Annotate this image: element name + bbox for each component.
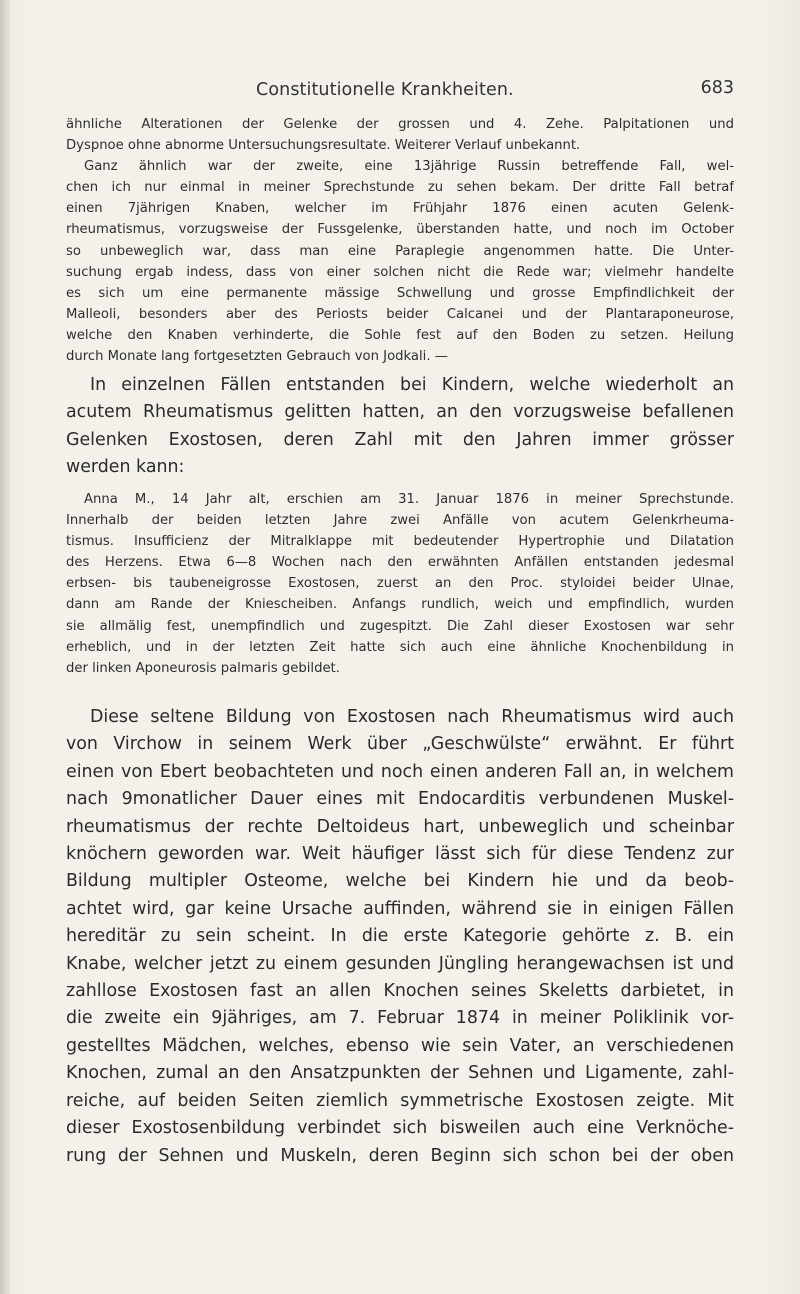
case-report-paragraph <box>66 114 734 367</box>
text-line: Anna M., 14 Jahr alt, erschien am 31. Januar 1876 in meiner Sprechstunde. <box>84 492 734 507</box>
case-report-paragraph <box>66 489 734 679</box>
text-line: welche den Knaben verhinderte, die Sohle fest auf den Boden zu setzen. Heilung <box>66 327 734 343</box>
text-line: von Virchow in seinem Werk über „Geschwülste“ erwähnt. Er führt <box>66 734 734 755</box>
text-line: durch Monate lang fortgesetzten Gebrauch von Jodkali. — <box>66 349 448 365</box>
text-line: gestelltes Mädchen, welches, ebenso wie sein Vater, an verschiedenen <box>66 1035 734 1056</box>
text-line: reiche, auf beiden Seiten ziemlich symmetrische Exostosen zeigte. Mit <box>66 1090 734 1111</box>
text-line: einen von Ebert beobachteten und noch einen anderen Fall an, in welchem <box>66 761 734 782</box>
text-line: In einzelnen Fällen entstanden bei Kindern, welche wiederholt an <box>90 375 734 395</box>
text-line: es sich um eine permanente mässige Schwellung und grosse Empfindlichkeit der <box>66 285 734 301</box>
running-title: Constitutionelle Krankheiten. <box>256 80 514 100</box>
text-line: der linken Aponeurosis palmaris gebildet. <box>66 660 340 676</box>
text-line: achtet wird, gar keine Ursache auffinden, während sie in einigen Fällen <box>66 898 734 919</box>
text-line: suchung ergab indess, dass von einer solchen nicht die Rede war; vielmehr handelte <box>66 264 734 280</box>
text-line: knöchern geworden war. Weit häufiger lässt sich für diese Tendenz zur <box>66 844 734 865</box>
text-line: erbsen- bis taubeneigrosse Exostosen, zuerst an den Proc. styloidei beider Ulnae, <box>66 576 734 592</box>
page-number: 683 <box>700 78 734 98</box>
text-line: dieser Exostosenbildung verbindet sich bisweilen auch eine Verknöche- <box>66 1118 734 1139</box>
text-line: rheumatismus der rechte Deltoideus hart, unbeweglich und scheinbar <box>66 816 734 837</box>
text-line: Bildung multipler Osteome, welche bei Kindern hie und da beob- <box>66 871 734 892</box>
text-line: Knochen, zumal an den Ansatzpunkten der Sehnen und Ligamente, zahl- <box>66 1063 734 1084</box>
text-line: Diese seltene Bildung von Exostosen nach Rheumatismus wird auch <box>90 707 734 727</box>
text-line: einen 7jährigen Knaben, welcher im Frühjahr 1876 einen acuten Gelenk- <box>66 201 734 217</box>
page-binding-edge <box>0 0 10 1294</box>
text-line: hereditär zu sein scheint. In die erste Kategorie gehörte z. B. ein <box>66 926 734 947</box>
body-paragraph <box>66 704 734 1170</box>
text-line: tismus. Insufficienz der Mitralklappe mit bedeutender Hypertrophie und Dilatation <box>66 534 734 550</box>
text-line: erheblich, und in der letzten Zeit hatte sich auch eine ähnliche Knochenbildung in <box>66 639 734 655</box>
text-line: so unbeweglich war, dass man eine Paraplegie angenommen hatte. Die Unter- <box>66 243 734 259</box>
text-line: ähnliche Alterationen der Gelenke der grossen und 4. Zehe. Palpitationen und <box>66 117 734 132</box>
text-line: rung der Sehnen und Muskeln, deren Beginn sich schon bei der oben <box>66 1145 734 1166</box>
text-line: des Herzens. Etwa 6—8 Wochen nach den erwähnten Anfällen entstanden jedesmal <box>66 555 734 571</box>
text-line: rheumatismus, vorzugsweise der Fussgelenke, überstanden hatte, und noch im October <box>66 222 734 238</box>
text-line: sie allmälig fest, unempfindlich und zugespitzt. Die Zahl dieser Exostosen war sehr <box>66 618 734 634</box>
body-paragraph <box>66 372 734 482</box>
text-line: Ganz ähnlich war der zweite, eine 13jährige Russin betreffende Fall, wel- <box>84 159 734 175</box>
text-line: dann am Rande der Kniescheiben. Anfangs rundlich, weich und empfindlich, wurden <box>66 597 734 613</box>
text-line: die zweite ein 9jähriges, am 7. Februar 1874 in meiner Poliklinik vor- <box>66 1008 734 1029</box>
text-line: Malleoli, besonders aber des Periosts beider Calcanei und der Plantaraponeurose, <box>66 306 734 322</box>
text-line: acutem Rheumatismus gelitten hatten, an den vorzugsweise befallenen <box>66 402 734 423</box>
text-line: Innerhalb der beiden letzten Jahre zwei Anfälle von acutem Gelenkrheuma- <box>66 513 734 529</box>
text-line: chen ich nur einmal in meiner Sprechstunde zu sehen bekam. Der dritte Fall betraf <box>66 180 734 196</box>
text-line: nach 9monatlicher Dauer eines mit Endocarditis verbundenen Muskel- <box>66 789 734 810</box>
text-line: Gelenken Exostosen, deren Zahl mit den Jahren immer grösser <box>66 429 734 450</box>
text-line: Dyspnoe ohne abnorme Untersuchungsresultate. Weiterer Verlauf unbekannt. <box>66 138 581 154</box>
text-line: Knabe, welcher jetzt zu einem gesunden Jüngling herangewachsen ist und <box>66 953 734 974</box>
text-line: werden kann: <box>66 457 185 478</box>
text-line: zahllose Exostosen fast an allen Knochen seines Skeletts darbietet, in <box>66 981 734 1002</box>
